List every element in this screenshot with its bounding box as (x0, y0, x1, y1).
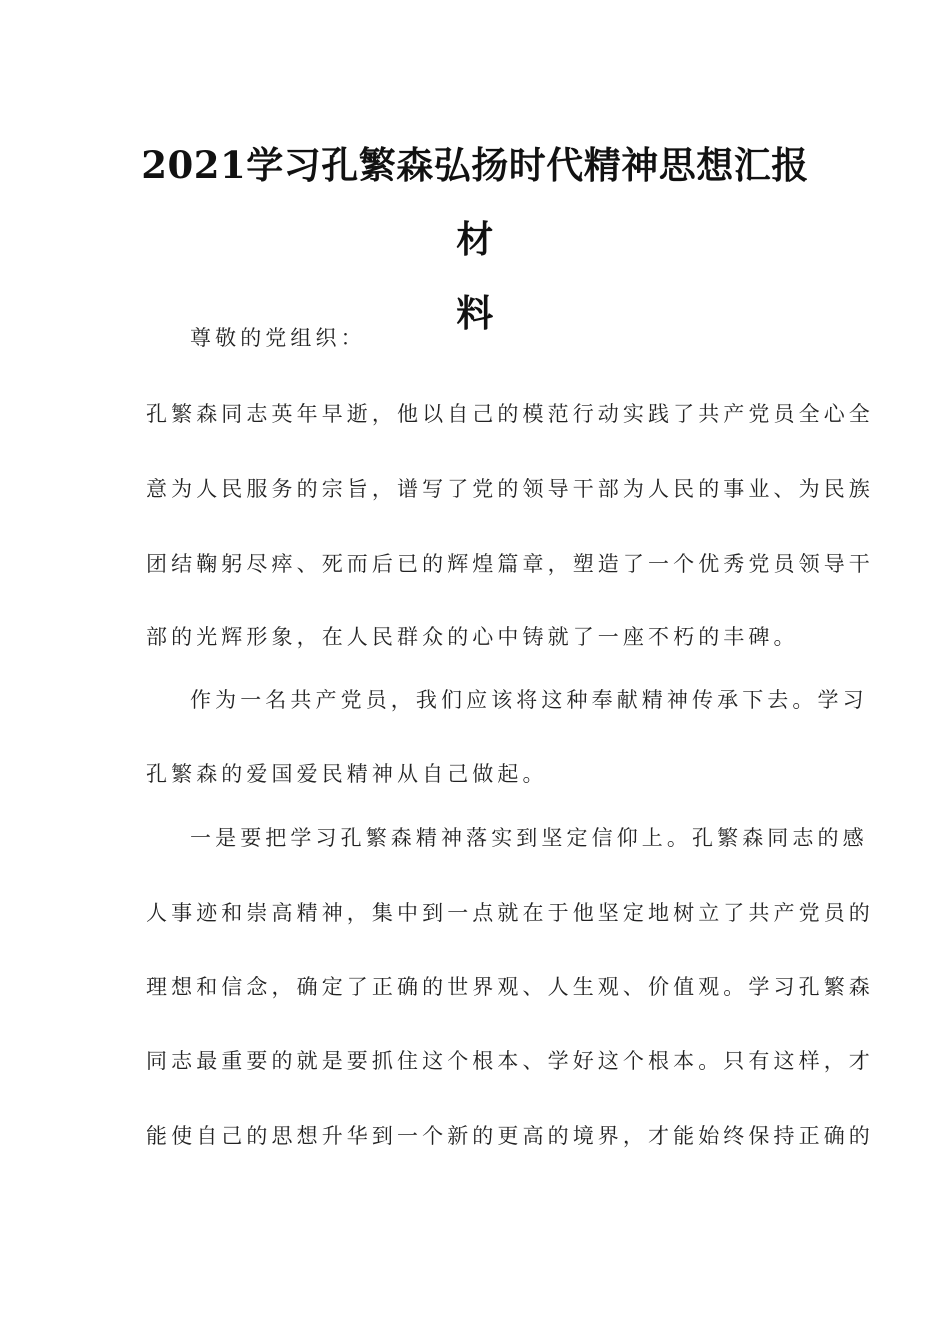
paragraph-line: 意为人民服务的宗旨，谱写了党的领导干部为人民的事业、为民族 (146, 477, 874, 501)
paragraph-line: 团结鞠躬尽瘁、死而后已的辉煌篇章，塑造了一个优秀党员领导干 (146, 552, 874, 576)
title-line-2: 料 (456, 291, 494, 335)
paragraph-line: 同志最重要的就是要抓住这个根本、学好这个根本。只有这样，才 (146, 1049, 874, 1073)
paragraph-line: 作为一名共产党员，我们应该将这种奉献精神传承下去。学习 (190, 688, 868, 712)
paragraph-line: 一是要把学习孔繁森精神落实到坚定信仰上。孔繁森同志的感 (190, 826, 868, 850)
paragraph-line: 理想和信念，确定了正确的世界观、人生观、价值观。学习孔繁森 (146, 975, 874, 999)
document-title (140, 128, 810, 350)
title-line-1: 2021学习孔繁森弘扬时代精神思想汇报材 (141, 143, 809, 261)
paragraph-line: 能使自己的思想升华到一个新的更高的境界，才能始终保持正确的 (146, 1124, 874, 1148)
paragraph-line: 孔繁森的爱国爱民精神从自己做起。 (146, 762, 548, 786)
salutation: 尊敬的党组织： (190, 326, 366, 350)
paragraph-line: 孔繁森同志英年早逝，他以自己的模范行动实践了共产党员全心全 (146, 402, 874, 426)
paragraph-line: 部的光辉形象，在人民群众的心中铸就了一座不朽的丰碑。 (146, 625, 799, 649)
paragraph-line: 人事迹和崇高精神，集中到一点就在于他坚定地树立了共产党员的 (146, 901, 874, 925)
